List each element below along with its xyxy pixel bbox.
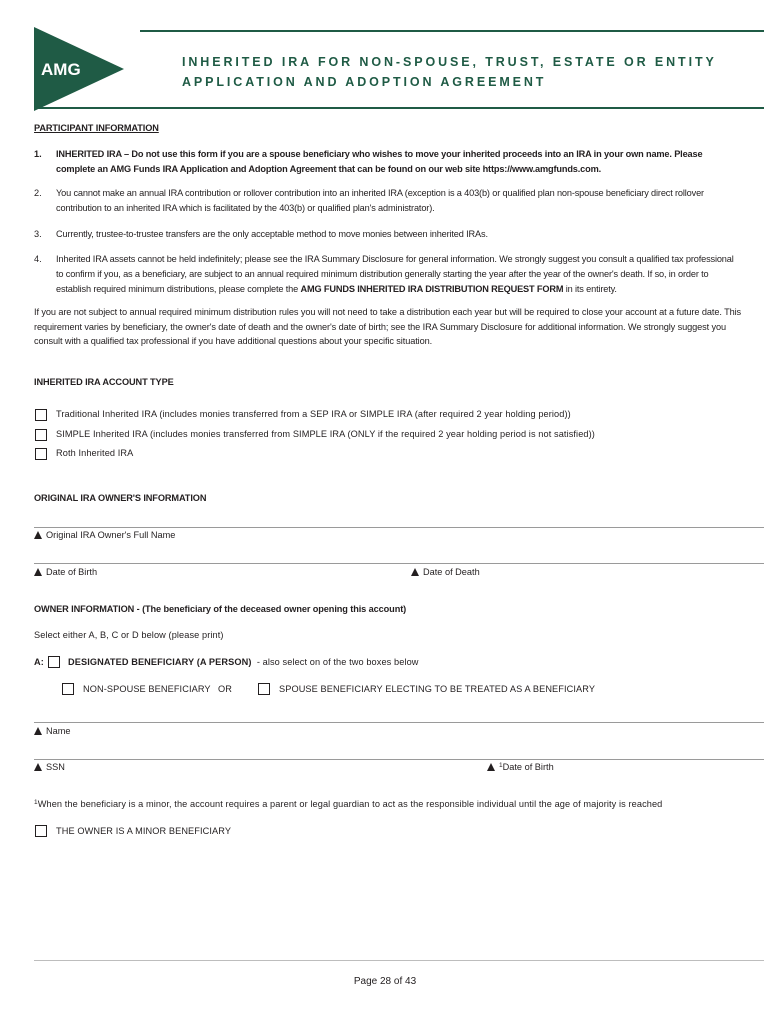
beneficiary-name-line[interactable] (34, 722, 764, 723)
owner-full-name-field (34, 530, 175, 540)
header-bottom-rule (34, 107, 764, 109)
form-title-line2: APPLICATION AND ADOPTION AGREEMENT (182, 75, 547, 89)
item-3-text: Currently, trustee-to-trustee transfers are the only acceptable method to move monies between inherited IRAs. (56, 229, 488, 239)
form-title (182, 52, 717, 92)
owner-name-line[interactable] (34, 527, 764, 528)
traditional-inherited-ira-checkbox[interactable] (35, 409, 47, 421)
logo-text: AMG (41, 60, 81, 79)
spouse-beneficiary-label: SPOUSE BENEFICIARY ELECTING TO BE TREATED AS A BENEFICIARY (279, 684, 596, 694)
designated-beneficiary-label (68, 657, 419, 667)
triangle-icon (34, 763, 42, 771)
amg-logo (34, 27, 124, 111)
distribution-form-name: AMG FUNDS INHERITED IRA DISTRIBUTION REQUEST FORM (300, 284, 564, 294)
footnote-marker: 1 (499, 762, 503, 769)
owner-dob-label: Date of Birth (46, 567, 98, 577)
option-a-label: A: (34, 657, 44, 667)
item-1-text: INHERITED IRA – Do not use this form if you are a spouse beneficiary who wishes to move your inherited proceeds into an IRA in your own name. Please complete an AMG Funds IRA Application and Adoption Agreement that can be found on our web site https://www.amgfunds.com. (56, 149, 703, 174)
minor-footnote (34, 799, 662, 809)
footer-rule (34, 960, 764, 961)
owner-info-heading: OWNER INFORMATION - (The beneficiary of the deceased owner opening this account) (34, 604, 407, 614)
spouse-beneficiary-checkbox[interactable] (258, 683, 270, 695)
owner-dates-line[interactable] (34, 563, 764, 564)
original-owner-heading: ORIGINAL IRA OWNER'S INFORMATION (34, 493, 207, 503)
account-type-heading: INHERITED IRA ACCOUNT TYPE (34, 377, 174, 387)
traditional-inherited-ira-label: Traditional Inherited IRA (includes monies transferred from a SEP IRA or SIMPLE IRA (after required 2 year holding period)) (56, 409, 571, 419)
owner-full-name-label: Original IRA Owner's Full Name (46, 530, 176, 540)
triangle-icon (411, 568, 419, 576)
page-number: Page 28 of 43 (353, 976, 417, 987)
beneficiary-ssn-dob-line[interactable] (34, 759, 764, 760)
beneficiary-name-label: Name (46, 726, 71, 736)
beneficiary-name-field (34, 726, 71, 736)
non-spouse-beneficiary-checkbox[interactable] (62, 683, 74, 695)
triangle-icon (34, 727, 42, 735)
simple-inherited-ira-checkbox[interactable] (35, 429, 47, 441)
beneficiary-ssn-label: SSN (46, 762, 65, 772)
item-4-text-before: Inherited IRA assets cannot be held indefinitely; please see the IRA Summary Disclosure for general information. We strongly suggest you consult a qualified tax professional to confirm if you, as a beneficiary, are subject to an annual required minimum distribution generally starting the year after the year of the owner's death. If so, in order to establish required minimum distributions, please complete the (56, 254, 734, 294)
form-title-line1: INHERITED IRA FOR NON-SPOUSE, TRUST, ESTATE OR ENTITY (182, 55, 717, 69)
roth-inherited-ira-checkbox[interactable] (35, 448, 47, 460)
minor-footnote-text: When the beneficiary is a minor, the account requires a parent or legal guardian to act as the responsible individual until the age of majority is reached (37, 799, 663, 809)
or-label: OR (218, 684, 232, 694)
item-4-text (56, 252, 741, 297)
owner-dob-field (34, 567, 97, 577)
triangle-icon (34, 568, 42, 576)
footnote-number: 1 (34, 799, 38, 806)
rmd-paragraph: If you are not subject to annual required minimum distribution rules you will not need to take a distribution each year but will be required to close your account at a future date. This requirement varies by beneficiary, the owner's date of death and the owner's date of birth; see the IRA Summary Disclosure for additional information. We strongly suggest you consult with a qualified tax professional if you have additional questions about your specific situation. (34, 307, 742, 346)
item-4-text-after: in its entirety. (563, 284, 617, 294)
minor-beneficiary-label: THE OWNER IS A MINOR BENEFICIARY (56, 826, 232, 836)
item-1-number: 1. (34, 149, 42, 159)
triangle-icon (487, 763, 495, 771)
beneficiary-dob-label: Date of Birth (502, 762, 554, 772)
triangle-icon (34, 531, 42, 539)
designated-beneficiary-suffix: - also select on of the two boxes below (256, 657, 419, 667)
item-3-number: 3. (34, 229, 42, 239)
item-2-text: You cannot make an annual IRA contribution or rollover contribution into an inherited IRA (exception is a 403(b) or qualified plan non-spouse beneficiary direct rollover contribution to an inherited IRA which is facilitated by the 403(b) or qualified plan's administrator). (56, 188, 704, 213)
designated-beneficiary-checkbox[interactable] (48, 656, 60, 668)
simple-inherited-ira-label: SIMPLE Inherited IRA (includes monies transferred from SIMPLE IRA (ONLY if the required 2 year holding period is not satisfied)) (56, 429, 595, 439)
beneficiary-ssn-field (34, 762, 65, 772)
item-2-number: 2. (34, 188, 42, 198)
designated-beneficiary-text: DESIGNATED BENEFICIARY (A PERSON) (68, 657, 252, 667)
owner-dod-field (411, 567, 480, 577)
minor-beneficiary-checkbox[interactable] (35, 825, 47, 837)
select-instructions: Select either A, B, C or D below (please print) (34, 630, 224, 640)
beneficiary-dob-field (487, 762, 554, 772)
item-4-number: 4. (34, 254, 42, 264)
non-spouse-beneficiary-label: NON-SPOUSE BENEFICIARY (83, 684, 211, 694)
participant-heading: PARTICIPANT INFORMATION (34, 123, 159, 133)
roth-inherited-ira-label: Roth Inherited IRA (56, 448, 134, 458)
header-top-rule (140, 30, 764, 32)
owner-dod-label: Date of Death (423, 567, 480, 577)
